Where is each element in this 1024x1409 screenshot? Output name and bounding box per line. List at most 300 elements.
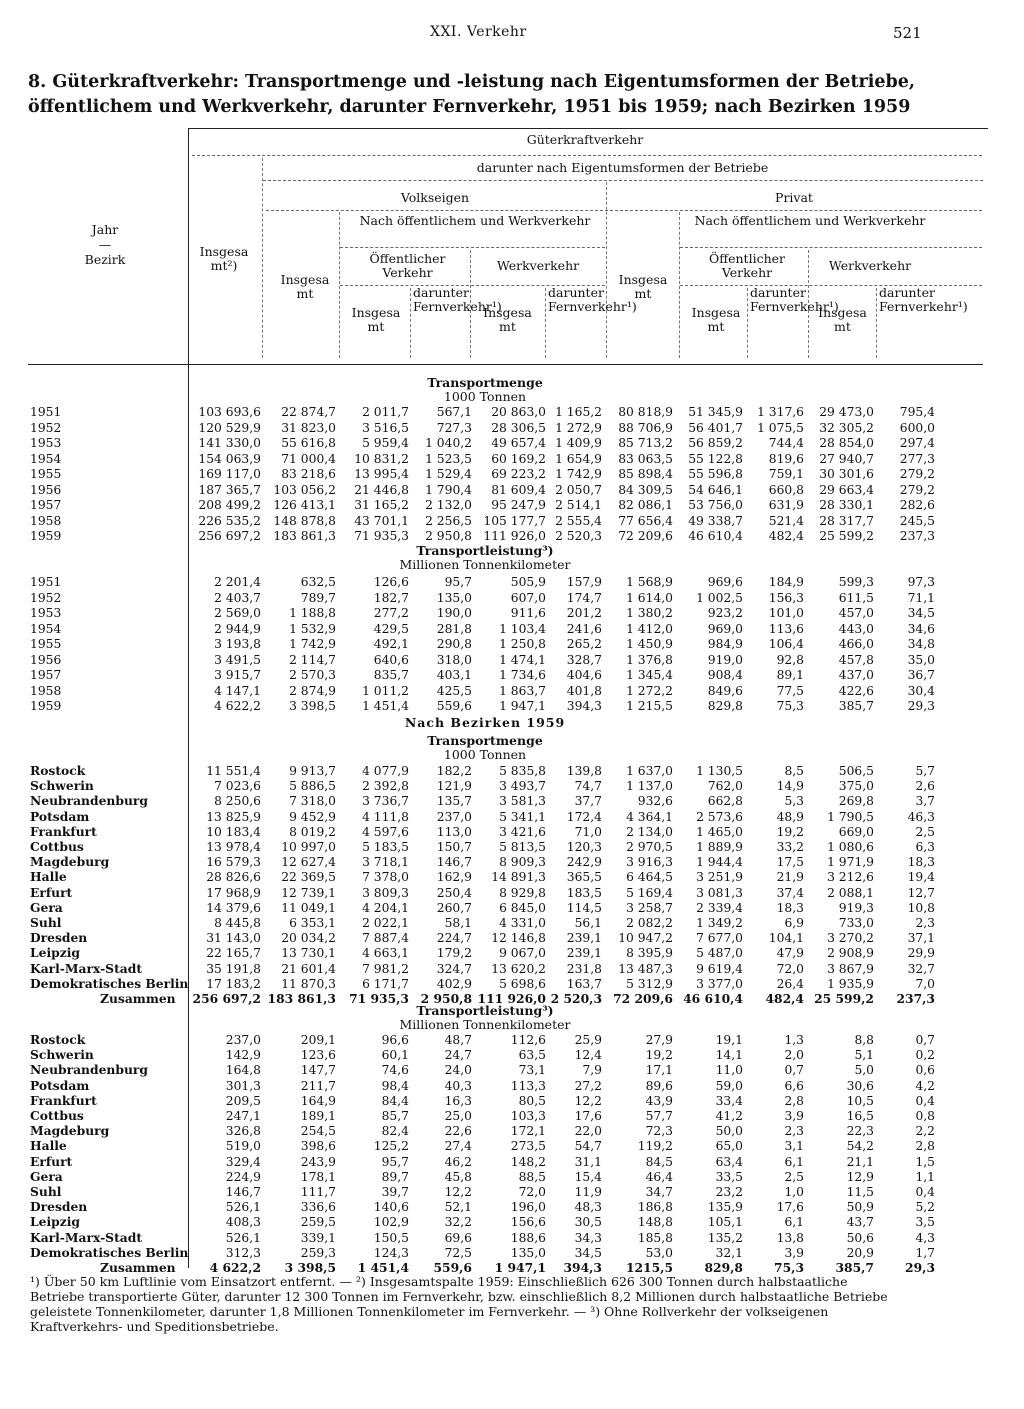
table-cell: 328,7 (566, 652, 602, 667)
table-cell: 11,5 (846, 1185, 874, 1199)
table-cell: 16,3 (444, 1093, 472, 1108)
table-cell: 3 915,7 (214, 668, 261, 682)
table-cell: 46 610,4 (688, 529, 743, 543)
table-cell: 183 861,3 (273, 529, 336, 543)
table-cell: 77,5 (776, 683, 804, 698)
table-cell: 640,6 (373, 652, 409, 667)
row-label: 1957 (30, 668, 62, 682)
table-cell: 259,5 (300, 1215, 336, 1230)
table-cell: 256 697,2 (198, 529, 261, 543)
table-cell: 1,1 (915, 1169, 935, 1184)
table-cell: 1,7 (915, 1245, 935, 1260)
table-cell: 157,9 (566, 575, 602, 589)
table-cell: 147,7 (300, 1063, 336, 1078)
table-cell: 2 944,9 (214, 621, 261, 636)
table-row (28, 1261, 1018, 1275)
table-cell: 7 023,6 (214, 779, 261, 794)
table-cell: 3,7 (915, 794, 935, 809)
table-cell: 7 677,0 (696, 931, 743, 946)
table-cell: 60 169,2 (491, 451, 546, 466)
table-row (28, 1246, 1018, 1260)
row-label: Cottbus (30, 839, 84, 854)
table-cell: 239,1 (566, 931, 602, 946)
table-cell: 3 398,5 (284, 1260, 336, 1275)
table-cell: 71 000,4 (281, 451, 336, 466)
table-cell: 126 413,1 (273, 498, 336, 512)
header-top-rule (188, 128, 988, 129)
table-cell: 71,0 (574, 824, 602, 839)
table-cell: 12 146,8 (491, 931, 546, 946)
table-cell: 559,6 (433, 1260, 472, 1275)
table-cell: 148,2 (510, 1154, 546, 1169)
table-cell: 662,8 (707, 794, 743, 809)
table-cell: 32,7 (907, 961, 935, 976)
table-cell: 55 616,8 (281, 436, 336, 450)
table-cell: 759,1 (768, 467, 804, 481)
header-gueterkraftverkehr: Güterkraftverkehr (526, 132, 644, 147)
table-cell: 4,3 (915, 1230, 935, 1245)
table-cell: 401,8 (566, 683, 602, 698)
table-cell: 259,3 (300, 1245, 336, 1260)
table-cell: 8 909,3 (499, 855, 546, 870)
row-label: 1958 (30, 683, 62, 698)
title-line-2: öffentlichem und Werkverkehr, darunter Fernverkehr, 1951 bis 1959; nach Bezirken 1959 (28, 97, 911, 117)
table-cell: 425,5 (436, 683, 472, 698)
table-cell: 1 532,9 (289, 621, 336, 636)
table-cell: 250,4 (436, 885, 472, 900)
table-cell: 224,9 (225, 1169, 261, 1184)
table-cell: 45,8 (444, 1169, 472, 1184)
table-cell: 559,6 (436, 699, 472, 713)
table-cell: 12 627,4 (281, 855, 336, 870)
table-cell: 71 935,3 (349, 991, 409, 1006)
table-cell: 96,6 (381, 1033, 409, 1047)
table-cell: 89,7 (381, 1169, 409, 1184)
table-cell: 1 317,6 (757, 405, 804, 419)
table-cell: 3 212,6 (827, 870, 874, 885)
table-cell: 1 523,5 (425, 451, 472, 466)
table-cell: 312,3 (225, 1245, 261, 1260)
table-cell: 31 165,2 (354, 498, 409, 512)
table-cell: 182,7 (373, 590, 409, 605)
header-priv-werk-insg: Insgesamt (818, 305, 867, 334)
row-label: Frankfurt (30, 823, 97, 839)
table-row (28, 1094, 1018, 1108)
table-cell: 404,6 (566, 668, 602, 682)
table-cell: 40,3 (444, 1078, 472, 1093)
table-cell: 1 075,5 (757, 420, 804, 435)
table-cell: 13 995,4 (354, 467, 409, 481)
table-cell: 111 926,0 (483, 529, 546, 543)
table-cell: 923,2 (707, 606, 743, 620)
table-cell: 37,1 (907, 931, 935, 946)
table-cell: 119,2 (637, 1139, 673, 1154)
table-cell: 911,6 (510, 606, 546, 620)
vline-3 (606, 182, 607, 358)
header-priv-werk-fern: darunter Fernverkehr¹) (879, 285, 968, 314)
table-cell: 121,9 (436, 779, 472, 794)
table-cell: 72,3 (645, 1124, 673, 1139)
table-cell: 277,2 (373, 606, 409, 620)
table-cell: 4 622,2 (214, 699, 261, 713)
table-cell: 599,3 (838, 575, 874, 589)
table-cell: 33,4 (715, 1093, 743, 1108)
header-volk-werk-insg: Insgesamt (483, 305, 532, 334)
table-cell: 51 345,9 (688, 405, 743, 419)
table-cell: 101,0 (768, 606, 804, 620)
table-cell: 29 663,4 (819, 482, 874, 497)
table-cell: 2 022,1 (362, 916, 409, 930)
table-cell: 12,7 (907, 885, 935, 900)
table-cell: 28 330,1 (819, 498, 874, 512)
header-bottom-rule (28, 364, 983, 365)
table-row (28, 992, 1018, 1006)
table-cell: 4,2 (915, 1078, 935, 1093)
table-cell: 80,5 (518, 1093, 546, 1108)
table-cell: 54,2 (846, 1139, 874, 1154)
table-cell: 111 926,0 (477, 991, 546, 1006)
table-cell: 111,7 (300, 1185, 336, 1199)
table-cell: 2 082,2 (626, 916, 673, 930)
table-cell: 1 103,4 (499, 621, 546, 636)
table-row (28, 421, 1018, 435)
table-cell: 98,4 (381, 1078, 409, 1093)
table-cell: 2,8 (784, 1093, 804, 1108)
header-insgesamt-total: Insgesamt²) (199, 244, 249, 273)
table-cell: 326,8 (225, 1124, 261, 1139)
table-cell: 2 555,4 (555, 513, 602, 528)
table-cell: 506,5 (838, 764, 874, 778)
table-cell: 318,0 (436, 652, 472, 667)
table-cell: 3,9 (784, 1245, 804, 1260)
vline-8 (545, 288, 546, 358)
header-priv-oeff-insg: Insgesamt (691, 305, 741, 334)
page-number: 521 (893, 24, 922, 42)
table-cell: 12 739,1 (281, 885, 336, 900)
table-cell: 46,2 (444, 1154, 472, 1169)
table-cell: 2 573,6 (696, 809, 743, 824)
footnote-line-3: geleistete Tonnenkilometer, darunter 1,8 Millionen Tonnenkilometer im Fernverkehr. — ³) Ohne Rollverkehr der volkseigenen (30, 1304, 829, 1319)
table-cell: 0,7 (784, 1063, 804, 1078)
table-cell: 69,6 (444, 1230, 472, 1245)
table-cell: 239,1 (566, 946, 602, 961)
table-cell: 34,6 (907, 621, 935, 636)
table-cell: 245,5 (899, 513, 935, 528)
table-cell: 135,2 (707, 1230, 743, 1245)
table-cell: 4 331,0 (499, 916, 546, 930)
table-cell: 83 063,5 (618, 451, 673, 466)
table-cell: 5 813,5 (499, 840, 546, 854)
table-cell: 0,4 (915, 1093, 935, 1108)
table-row (28, 653, 1018, 667)
table-cell: 8 445,8 (214, 916, 261, 930)
table-cell: 32 305,2 (819, 420, 874, 435)
table-cell: 3,5 (915, 1215, 935, 1230)
table-cell: 65,0 (715, 1139, 743, 1154)
table-cell: 2 132,0 (425, 498, 472, 512)
table-cell: 607,0 (510, 590, 546, 605)
table-cell: 8 019,2 (289, 824, 336, 839)
table-cell: 394,3 (563, 1260, 602, 1275)
table-cell: 5 698,6 (499, 976, 546, 991)
table-cell: 49 657,4 (491, 436, 546, 450)
table-cell: 2 908,9 (827, 946, 874, 961)
table-cell: 526,1 (225, 1230, 261, 1245)
table-cell: 120 529,9 (198, 420, 261, 435)
table-cell: 56 859,2 (688, 436, 743, 450)
table-cell: 48,3 (574, 1200, 602, 1215)
table-cell: 6,1 (784, 1215, 804, 1230)
table-cell: 169 117,0 (198, 467, 261, 481)
row-label: Neubrandenburg (30, 793, 148, 809)
table-cell: 224,7 (436, 931, 472, 946)
row-label: 1957 (30, 498, 62, 512)
row-label: Rostock (30, 763, 86, 778)
header-volk-oeff-werk: Nach öffentlichem und Werkverkehr (359, 213, 591, 228)
header-priv-insgesamt: Insgesamt (618, 272, 668, 301)
table-cell: 3 258,7 (626, 900, 673, 915)
table-cell: 10 831,2 (354, 451, 409, 466)
table-cell: 1 409,9 (555, 436, 602, 450)
table-cell: 55 596,8 (688, 467, 743, 481)
table-cell: 14,1 (715, 1048, 743, 1063)
table-cell: 4 204,1 (362, 900, 409, 915)
table-cell: 1 272,2 (626, 683, 673, 698)
table-cell: 3,9 (784, 1109, 804, 1123)
table-cell: 74,7 (574, 779, 602, 794)
table-row (28, 637, 1018, 651)
table-cell: 8 395,9 (626, 946, 673, 961)
table-cell: 33,5 (715, 1169, 743, 1184)
table-cell: 365,5 (566, 870, 602, 885)
row-label: Cottbus (30, 1108, 84, 1123)
table-cell: 25 599,2 (819, 529, 874, 543)
table-cell: 969,6 (707, 575, 743, 589)
table-cell: 1 474,1 (499, 652, 546, 667)
table-row (28, 794, 1018, 808)
table-cell: 9 913,7 (289, 764, 336, 778)
table-cell: 18,3 (776, 900, 804, 915)
table-cell: 24,7 (444, 1048, 472, 1063)
table-cell: 142,9 (225, 1048, 261, 1063)
table-cell: 5 341,1 (499, 809, 546, 824)
table-cell: 46,3 (907, 809, 935, 824)
table-row (28, 1033, 1018, 1047)
table-cell: 19,4 (907, 870, 935, 885)
table-cell: 22 369,5 (281, 870, 336, 885)
vline-10 (876, 288, 877, 358)
table-cell: 1 637,0 (626, 764, 673, 778)
table-cell: 164,8 (225, 1063, 261, 1078)
table-cell: 339,1 (300, 1230, 336, 1245)
row-label: Erfurt (30, 884, 73, 900)
table-cell: 336,6 (300, 1200, 336, 1215)
table-cell: 85,7 (381, 1109, 409, 1123)
table-cell: 17,1 (645, 1063, 673, 1078)
table-cell: 41,2 (715, 1109, 743, 1123)
table-row (28, 1079, 1018, 1093)
table-cell: 3 867,9 (827, 961, 874, 976)
table-cell: 660,8 (768, 482, 804, 497)
header-priv-oeff-werk: Nach öffentlichem und Werkverkehr (694, 213, 926, 228)
table-cell: 1 349,2 (696, 916, 743, 930)
table-cell: 28 826,6 (206, 870, 261, 885)
row-label: Halle (30, 1138, 67, 1154)
table-row (28, 931, 1018, 945)
table-cell: 3 081,3 (696, 885, 743, 900)
table-cell: 6 464,5 (626, 870, 673, 885)
row-label: 1954 (30, 621, 62, 636)
table-cell: 190,0 (436, 606, 472, 620)
table-cell: 16 579,3 (206, 855, 261, 870)
table-cell: 84,5 (645, 1154, 673, 1169)
table-cell: 184,9 (768, 575, 804, 589)
row-label: 1951 (30, 575, 62, 589)
table-row (28, 1139, 1018, 1153)
table-cell: 34,7 (645, 1185, 673, 1199)
table-row (28, 699, 1018, 713)
table-cell: 9 067,0 (499, 946, 546, 961)
table-cell: 2 201,4 (214, 575, 261, 589)
table-cell: 2,3 (784, 1124, 804, 1139)
table-cell: 26,4 (776, 976, 804, 991)
table-cell: 95,7 (381, 1154, 409, 1169)
table-cell: 1,3 (784, 1033, 804, 1047)
table-cell: 14 891,3 (491, 870, 546, 885)
table-cell: 1 250,8 (499, 637, 546, 651)
table-cell: 31 823,0 (281, 420, 336, 435)
table-cell: 282,6 (899, 498, 935, 512)
header-volkseigen: Volkseigen (400, 190, 470, 205)
table-cell: 21,1 (846, 1154, 874, 1169)
table-row (28, 855, 1018, 869)
table-row (28, 684, 1018, 698)
table-cell: 5 312,9 (626, 976, 673, 991)
header-jahr: Jahr (91, 222, 119, 237)
header-darunter: darunter nach Eigentumsformen der Betriebe (476, 160, 769, 175)
row-label: Magdeburg (30, 1123, 110, 1139)
table-cell: 15,4 (574, 1169, 602, 1184)
table-cell: 33,2 (776, 840, 804, 854)
table-cell: 11,0 (715, 1063, 743, 1078)
table-cell: 1 137,0 (626, 779, 673, 794)
row-label: 1954 (30, 451, 62, 466)
table-cell: 104,1 (768, 931, 804, 946)
table-cell: 849,6 (707, 683, 743, 698)
table-cell: 85 713,2 (618, 436, 673, 450)
table-cell: 112,6 (510, 1033, 546, 1047)
table-cell: 1,0 (784, 1185, 804, 1199)
table-cell: 179,2 (436, 946, 472, 961)
section-title: XXI. Verkehr (430, 24, 527, 40)
table-cell: 8,8 (854, 1033, 874, 1047)
table-row (28, 514, 1018, 528)
table-cell: 22,3 (846, 1124, 874, 1139)
table-cell: 5,3 (784, 794, 804, 809)
table-cell: 113,6 (768, 621, 804, 636)
table-row (28, 946, 1018, 960)
table-cell: 80 818,9 (618, 405, 673, 419)
header-volk-insgesamt: Insgesamt (280, 272, 330, 301)
row-label: Frankfurt (30, 1092, 97, 1108)
table-cell: 103 693,6 (198, 405, 261, 419)
table-cell: 242,9 (566, 855, 602, 870)
table-cell: 43,7 (846, 1215, 874, 1230)
table-cell: 0,2 (915, 1048, 935, 1063)
table-cell: 209,5 (225, 1093, 261, 1108)
table-cell: 237,3 (896, 991, 935, 1006)
table-cell: 19,2 (645, 1048, 673, 1063)
table-cell: 53 756,0 (688, 498, 743, 512)
table-cell: 8 929,8 (499, 885, 546, 900)
table-cell: 482,4 (765, 991, 804, 1006)
row-label: Karl-Marx-Stadt (30, 960, 142, 976)
table-cell: 34,3 (574, 1230, 602, 1245)
table-cell: 3 193,8 (214, 637, 261, 651)
table-cell: 385,7 (835, 1260, 874, 1275)
table-cell: 744,4 (768, 436, 804, 450)
table-cell: 279,2 (899, 482, 935, 497)
table-cell: 183 861,3 (267, 991, 336, 1006)
table-cell: 3 809,3 (362, 885, 409, 900)
table-cell: 46,4 (645, 1169, 673, 1184)
table-cell: 4 663,1 (362, 946, 409, 961)
section-tkm: Millionen Tonnenkilometer (399, 557, 571, 572)
vline-4 (679, 212, 680, 358)
table-row (28, 1215, 1018, 1229)
table-cell: 32,2 (444, 1215, 472, 1230)
table-cell: 22,6 (444, 1124, 472, 1139)
table-cell: 27,2 (574, 1078, 602, 1093)
table-cell: 10,8 (907, 900, 935, 915)
table-cell: 73,1 (518, 1063, 546, 1078)
table-cell: 260,7 (436, 900, 472, 915)
header-volk-werkverkehr: Werkverkehr (496, 258, 580, 273)
table-cell: 324,7 (436, 961, 472, 976)
table-cell: 21,9 (776, 870, 804, 885)
table-cell: 172,4 (566, 809, 602, 824)
table-cell: 1 863,7 (499, 683, 546, 698)
table-cell: 10 997,0 (281, 840, 336, 854)
table-cell: 21 446,8 (354, 482, 409, 497)
table-cell: 5 183,5 (362, 840, 409, 854)
table-cell: 28 306,5 (491, 420, 546, 435)
row-label: 1953 (30, 606, 62, 620)
table-cell: 185,8 (637, 1230, 673, 1245)
table-row (28, 1231, 1018, 1245)
table-cell: 567,1 (436, 405, 472, 419)
table-cell: 82 086,1 (618, 498, 673, 512)
table-cell: 22 874,7 (281, 405, 336, 419)
table-cell: 4 622,2 (209, 1260, 261, 1275)
table-cell: 174,7 (566, 590, 602, 605)
table-cell: 6 171,7 (362, 976, 409, 991)
table-cell: 1 568,9 (626, 575, 673, 589)
row-label: 1952 (30, 590, 62, 605)
table-cell: 2 950,8 (425, 529, 472, 543)
table-cell: 5 487,0 (696, 946, 743, 961)
table-row (28, 916, 1018, 930)
table-cell: 50,0 (715, 1124, 743, 1139)
table-cell: 75,3 (774, 1260, 804, 1275)
table-cell: 54 646,1 (688, 482, 743, 497)
table-cell: 1 935,9 (827, 976, 874, 991)
table-cell: 28 854,0 (819, 436, 874, 450)
table-row (28, 1185, 1018, 1199)
table-cell: 113,3 (510, 1078, 546, 1093)
vline-1 (262, 158, 263, 358)
table-cell: 2 392,8 (362, 779, 409, 794)
